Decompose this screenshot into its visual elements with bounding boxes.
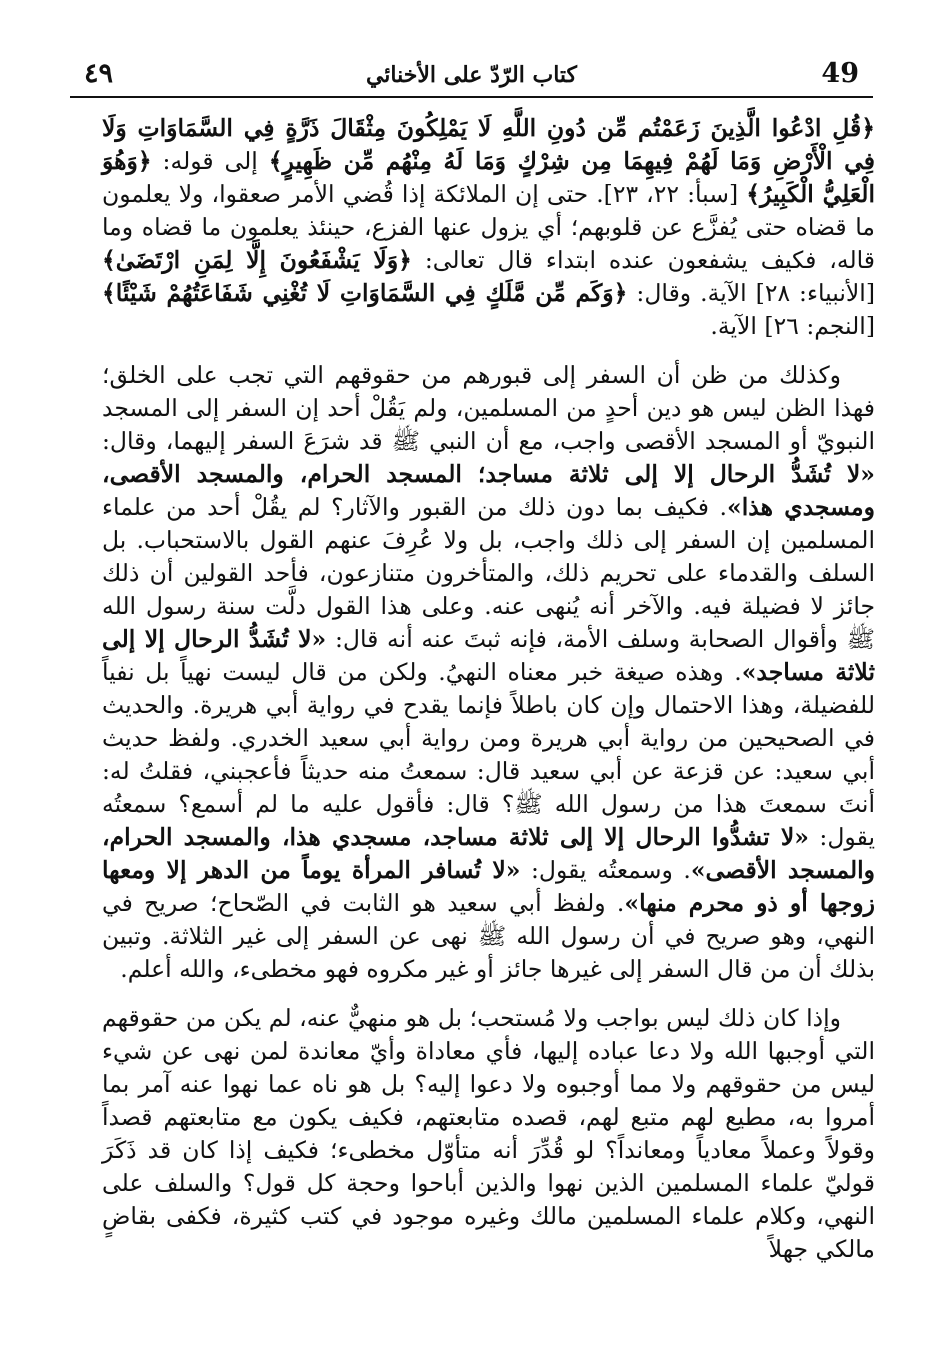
text-run: وكذلك من ظن أن السفر إلى قبورهم من حقوقهم التي تجب على الخلق؛ فهذا الظن ليس هو دين أحدٍ من المسلمين، ولم يَقُلْ أحد إن السفر إلى المسجد النبويّ أو المسجد الأقصى واجب، مع أن النبي ﷺ قد شرَعَ السفر إليهما، وقال: <box>102 361 875 455</box>
page-body <box>102 112 875 1266</box>
text-run: [النجم: ٢٦] الآية. <box>710 312 875 340</box>
book-title: كتاب الرّدّ على الأخنائي <box>365 62 578 88</box>
hadith-quote: «لا تشدُّوا الرحال إلا إلى ثلاثة مساجد، مسجدي هذا، والمسجد الحرام، والمسجد الأقصى» <box>102 823 876 884</box>
hadith-quote: «لا تُشَدُّ الرحال إلا إلى ثلاثة مساجد؛ المسجد الحرام، والمسجد الأقصى، ومسجدي هذا» <box>102 460 875 521</box>
page-header <box>70 52 873 98</box>
text-run: . ولفظ أبي سعيد هو الثابت في الصّحاح؛ صريح في النهي، وهو صريح في أن رسول الله ﷺ نهى عن السفر إلى غير الثلاثة. وتبين بذلك أن من قال السفر إلى غيرها جائز أو غير مكروه فهو مخطىء، والله أعلم. <box>102 889 875 983</box>
text-run: إلى قوله: <box>151 147 269 175</box>
text-run: [سبأ: ٢٢، ٢٣]. حتى إن الملائكة إذا قُضي الأمر صعقوا، ولا يعلمون ما قضاه حتى يُفزَّع عن قلوبهم؛ أي يزول عنها الفزع، حينئذ يعلمون ما قضاه وما قاله، فكيف يشفعون عنده ابتداء قال تعالى: <box>102 180 875 274</box>
page-number-arabic: ٤٩ <box>84 58 114 89</box>
paragraph <box>102 112 875 343</box>
text-run: [الأنبياء: ٢٨] الآية. وقال: <box>627 279 876 307</box>
paragraph <box>102 359 875 986</box>
text-run: وإذا كان ذلك ليس بواجب ولا مُستحب؛ بل هو منهيٌّ عنه، لم يكن من حقوقهم التي أوجبها الله ولا دعا عباده إليها، فأي معاداة وأيّ معاندة لمن نهى عن شيء ليس من حقوقهم ولا مما أوجبوه ولا دعوا إليه؟ بل هو ناه عما نهوا عنه آمر بما أمروا به، مطيع لهم متبع لهم، قصده متابعتهم، فكيف يكون مع متابعتهم قصداً وقولاً وعملاً معادياً ومعانداً؟ لو قُدِّرَ أنه متأوّل مخطىء؛ فكيف إذا كان قد ذَكَرَ قوليّ علماء المسلمين الذين نهوا والذين أباحوا وحجة كل قول؟ والسلف على النهي، وكلام علماء المسلمين مالك وغيره موجود في كتب كثيرة، فكفى بقاضٍ مالكي جهلاً <box>102 1004 875 1263</box>
hadith-quote: «لا تُسافر المرأة يوماً من الدهر إلا ومعها زوجها أو ذو محرم منها» <box>102 856 875 917</box>
hadith-quote: «لا تُشَدُّ الرحال إلا إلى ثلاثة مساجد» <box>102 625 875 686</box>
paragraph <box>102 1002 875 1266</box>
page-number-latin: 49 <box>821 58 859 89</box>
text-run: . وهذه صيغة خبر معناه النهيُ. ولكن من قال ليست نهياً بل نفياً للفضيلة، وهذا الاحتمال وإن كان باطلاً فإنما يقدح في رواية أبي هريرة. والحديث في الصحيحين من رواية أبي هريرة ومن رواية أبي سعيد الخدري. ولفظ حديث أبي سعيد: عن قزعة عن أبي سعيد قال: سمعتُ منه حديثاً فأعجبني، فقلتُ له: أنتَ سمعتَ هذا من رسول الله ﷺ؟ قال: فأقول عليه ما لم أسمع؟ سمعتُه يقول: <box>102 658 875 851</box>
text-run: . فكيف بما دون ذلك من القبور والآثار؟ لم يقُلْ أحد من علماء المسلمين إن السفر إلى ذلك واجب، بل ولا عُرِفَ عنهم القول بالاستحباب. بل السلف والقدماء على تحريم ذلك، والمتأخرون متنازعون، فأحد القولين أن ذلك جائز لا فضيلة فيه. والآخر أنه يُنهى عنه. وعلى هذا القول دلَّت سنة رسول الله ﷺ وأقوال الصحابة وسلف الأمة، فإنه ثبتَ عنه أنه قال: <box>102 493 875 653</box>
text-run: . وسمعتُه يقول: <box>520 856 691 884</box>
quran-verse: ﴿وَكَم مِّن مَّلَكٍ فِي السَّمَاوَاتِ لَا تُغْنِي شَفَاعَتُهُمْ شَيْئًا﴾ <box>102 279 628 307</box>
quran-verse: ﴿قُلِ ادْعُوا الَّذِينَ زَعَمْتُم مِّن دُونِ اللَّهِ لَا يَمْلِكُونَ مِثْقَالَ ذَرَّةٍ فِي السَّمَاوَاتِ وَلَا فِي الْأَرْضِ وَمَا لَهُمْ فِيهِمَا مِن شِرْكٍ وَمَا لَهُ مِنْهُم مِّن ظَهِيرٍ﴾ <box>102 114 875 175</box>
quran-verse: ﴿وَلَا يَشْفَعُونَ إِلَّا لِمَنِ ارْتَضَىٰ﴾ <box>102 246 412 274</box>
quran-verse: ﴿وَهُوَ الْعَلِيُّ الْكَبِيرُ﴾ <box>102 147 875 208</box>
